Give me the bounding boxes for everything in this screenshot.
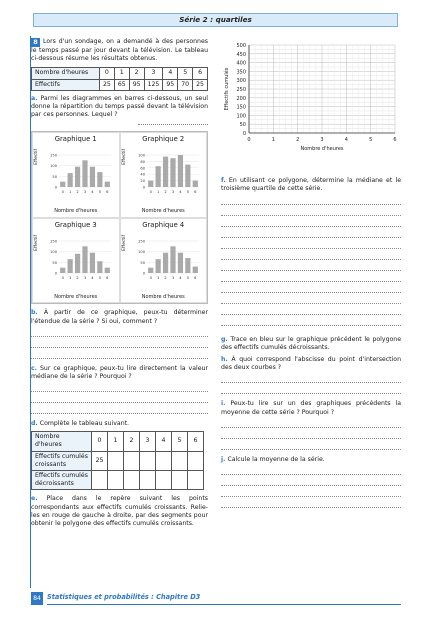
bar <box>177 253 182 273</box>
answer-cell[interactable] <box>156 451 172 470</box>
question-c <box>31 365 208 381</box>
y-tick-label: 150 <box>236 104 246 111</box>
bar <box>185 258 190 273</box>
bar <box>60 267 65 272</box>
answer-line[interactable] <box>221 372 401 383</box>
x-tick-label: 2 <box>296 137 300 143</box>
question-label: c. <box>31 364 38 372</box>
table-cell: 2 <box>129 68 144 79</box>
answer-cell[interactable] <box>172 451 188 470</box>
answer-line[interactable] <box>138 119 208 125</box>
question-d <box>31 420 208 428</box>
answer-line[interactable] <box>221 205 401 216</box>
graphs-grid <box>31 131 208 304</box>
question-a <box>31 95 208 120</box>
x-tick-label: 0 <box>61 275 64 280</box>
bar <box>82 246 87 273</box>
table-cell: 0 <box>99 68 114 79</box>
question-text: Complète le tableau suivant. <box>39 420 130 428</box>
question-label: a. <box>31 94 38 102</box>
row-header: Effectifs cumulés décroissants <box>32 471 92 490</box>
x-tick-label: 5 <box>186 190 189 195</box>
y-tick-label: 350 <box>236 69 246 76</box>
answer-line[interactable] <box>31 337 208 348</box>
table-cell: 4 <box>156 432 172 451</box>
answer-line[interactable] <box>221 293 401 304</box>
x-tick-label: 3 <box>171 275 174 280</box>
bar <box>60 182 65 187</box>
x-tick-label: 3 <box>320 137 324 143</box>
row-header: Nombre d'heures <box>32 68 100 79</box>
answer-cell[interactable] <box>188 471 204 490</box>
question-text: Parmi les diagrammes en barres ci-dessous, un seul donne la répartition du temps passé devant la télévision par ces personnes. Lequel ? <box>31 94 208 119</box>
y-tick-label: 0 <box>142 271 145 276</box>
graph-ylabel: Effectif <box>121 149 127 166</box>
bar-chart-1 <box>43 147 115 197</box>
question-e <box>31 495 208 528</box>
x-tick-label: 4 <box>344 137 348 143</box>
answer-line[interactable] <box>31 326 208 337</box>
table-row <box>32 68 208 79</box>
right-column <box>221 38 401 508</box>
bar <box>148 181 153 187</box>
page-number: 84 <box>31 592 43 605</box>
y-tick-label: 150 <box>50 239 57 244</box>
table-cell: 1 <box>114 68 129 79</box>
y-tick-label: 450 <box>236 51 246 58</box>
x-tick-label: 2 <box>163 190 167 195</box>
graph-cell <box>32 132 120 218</box>
table-row <box>32 79 208 90</box>
question-text: Sur ce graphique, peux-tu lire directement la valeur médiane de la série ? Pourquoi ? <box>31 364 208 380</box>
question-text: Calcule la moyenne de la série. <box>227 455 325 463</box>
x-tick-label: 4 <box>91 190 94 195</box>
answer-line[interactable] <box>221 497 401 508</box>
x-tick-label: 0 <box>61 190 64 195</box>
question-text: Trace en bleu sur le graphique précédent le polygone des effectifs cumulés décroissants. <box>221 335 402 351</box>
answer-cell[interactable] <box>124 471 140 490</box>
x-tick-label: 3 <box>171 190 174 195</box>
x-tick-label: 1 <box>271 137 275 143</box>
table-cell: 25 <box>193 79 208 90</box>
table-cell: 4 <box>163 68 178 79</box>
table-row <box>32 451 204 470</box>
x-tick-label: 2 <box>76 275 79 280</box>
cumulative-chart <box>221 38 401 166</box>
answer-line[interactable] <box>221 238 401 249</box>
x-tick-label: 2 <box>76 190 79 195</box>
graph-ylabel: Effectif <box>121 234 127 251</box>
y-tick-label: 150 <box>50 153 57 158</box>
table-cell: 95 <box>129 79 144 90</box>
table-cell: 3 <box>140 432 156 451</box>
bar-chart-4 <box>131 233 203 283</box>
answer-line[interactable] <box>221 304 401 315</box>
question-h <box>221 356 401 372</box>
x-tick-label: 1 <box>156 275 159 280</box>
answer-line[interactable] <box>221 249 401 260</box>
question-text: À partir de ce graphique, peux-tu déterminer l'étendue de la série ? Si oui, comment ? <box>31 309 208 325</box>
y-tick-label: 50 <box>239 122 246 129</box>
chapter-title: Statistiques et probabilités : Chapitre D3 <box>47 593 201 601</box>
answer-line[interactable] <box>221 216 401 227</box>
x-tick-label: 0 <box>149 190 152 195</box>
answer-line[interactable] <box>221 475 401 486</box>
x-tick-label: 1 <box>156 190 159 195</box>
bar <box>90 167 95 187</box>
y-tick-label: 50 <box>52 175 57 180</box>
x-tick-label: 5 <box>369 137 373 143</box>
graph-title: Graphique 4 <box>142 220 185 229</box>
y-tick-label: 0 <box>142 185 145 190</box>
x-tick-label: 5 <box>98 275 102 280</box>
table-cell: 6 <box>188 432 204 451</box>
answer-line[interactable] <box>31 403 208 414</box>
y-tick-label: 200 <box>236 95 246 102</box>
answer-line[interactable] <box>221 383 401 394</box>
x-tick-label: 4 <box>91 275 94 280</box>
graph-title: Graphique 1 <box>54 135 97 144</box>
answer-line[interactable] <box>221 428 401 439</box>
table-cell: 5 <box>178 68 193 79</box>
bar <box>162 253 167 273</box>
bar <box>68 173 73 187</box>
row-header: Effectifs <box>32 79 100 90</box>
hours-table <box>31 67 208 90</box>
y-tick-label: 100 <box>236 113 246 120</box>
answer-cell[interactable] <box>108 471 124 490</box>
table-row <box>32 432 204 451</box>
answer-cell[interactable] <box>92 471 108 490</box>
answer-line[interactable] <box>221 486 401 497</box>
question-text: Peux-tu lire sur un des graphiques précédents la moyenne de cette série ? Pourquoi ? <box>221 400 402 416</box>
answer-line[interactable] <box>221 194 401 205</box>
question-text: À quoi correspond l'abscisse du point d'intersection des deux courbes ? <box>221 355 401 372</box>
bar <box>155 259 160 273</box>
bar <box>185 165 190 187</box>
x-tick-label: 4 <box>178 190 182 195</box>
graph-ylabel: Effectif <box>34 149 39 166</box>
table-cell: 2 <box>124 432 140 451</box>
bar <box>97 261 102 273</box>
bar <box>192 266 197 272</box>
y-tick-label: 40 <box>139 173 145 178</box>
x-tick-label: 6 <box>106 275 109 280</box>
cumulative-table <box>31 431 204 490</box>
graph-xlabel: Nombre d'heures <box>141 208 185 215</box>
table-cell: 1 <box>108 432 124 451</box>
answer-cell[interactable] <box>188 451 204 470</box>
question-label: d. <box>31 420 38 428</box>
page-footer <box>31 592 401 605</box>
bar <box>105 267 110 272</box>
y-tick-label: 0 <box>54 271 57 276</box>
graph-xlabel: Nombre d'heures <box>141 293 185 300</box>
bar <box>90 253 95 273</box>
question-label: f. <box>221 177 226 185</box>
graph-xlabel: Nombre d'heures <box>54 208 98 215</box>
question-b <box>31 309 208 325</box>
y-tick-label: 100 <box>137 153 145 158</box>
y-tick-label: 400 <box>236 60 246 67</box>
answer-cell[interactable] <box>108 451 124 470</box>
answer-line[interactable] <box>31 381 208 392</box>
y-tick-label: 20 <box>139 179 145 184</box>
question-label: e. <box>31 495 38 503</box>
answer-cell[interactable] <box>156 471 172 490</box>
series-header: Série 2 : quartiles <box>33 13 398 27</box>
table-cell: 65 <box>114 79 129 90</box>
x-tick-label: 3 <box>83 190 87 195</box>
answer-cell[interactable] <box>140 451 156 470</box>
graph-cell <box>32 218 120 304</box>
table-cell: 70 <box>178 79 193 90</box>
table-cell: 95 <box>163 79 178 90</box>
bar <box>97 172 102 187</box>
x-tick-label: 6 <box>193 275 196 280</box>
y-tick-label: 50 <box>139 260 145 265</box>
table-cell: 0 <box>92 432 108 451</box>
question-i <box>221 400 401 416</box>
answer-cell[interactable] <box>124 451 140 470</box>
x-tick-label: 1 <box>68 190 72 195</box>
y-tick-label: 50 <box>52 260 57 265</box>
y-tick-label: 250 <box>236 87 246 93</box>
x-tick-label: 4 <box>178 275 182 280</box>
y-tick-label: 60 <box>139 166 145 171</box>
question-label: j. <box>221 455 226 463</box>
answer-line[interactable] <box>221 282 401 293</box>
bar <box>75 254 80 273</box>
graph-cell <box>120 218 208 304</box>
table-cell: 5 <box>172 432 188 451</box>
table-cell: 25 <box>92 451 108 470</box>
table-cell: 125 <box>144 79 163 90</box>
x-tick-label: 6 <box>393 137 397 143</box>
y-tick-label: 150 <box>137 239 145 244</box>
bar <box>155 167 160 188</box>
question-text: Place dans le repère suivant les points correspondants aux effectifs cumulés croissants. Relie-les en rouge de gauche à droite, par des segments pour obtenir le polygone des effectifs cumulés croissants. <box>31 495 209 527</box>
bar <box>68 259 73 273</box>
question-f <box>221 177 401 193</box>
bar <box>177 155 182 187</box>
answer-cell[interactable] <box>140 471 156 490</box>
x-tick-label: 6 <box>193 190 196 195</box>
question-label: i. <box>221 400 226 408</box>
question-label: b. <box>31 309 38 317</box>
answer-line[interactable] <box>31 392 208 403</box>
y-tick-label: 300 <box>236 78 246 85</box>
graph-ylabel: Effectif <box>34 234 39 251</box>
answer-line[interactable] <box>221 439 401 450</box>
graph-xlabel: Nombre d'heures <box>54 293 98 300</box>
bar <box>148 267 153 272</box>
x-tick-label: 2 <box>163 275 167 280</box>
y-tick-label: 100 <box>50 249 57 254</box>
y-tick-label: 500 <box>236 43 246 49</box>
exercise-intro <box>31 38 208 63</box>
answer-line[interactable] <box>221 464 401 475</box>
bar <box>82 161 87 188</box>
question-j <box>221 456 401 464</box>
question-label: g. <box>221 335 228 343</box>
graph-cell <box>120 132 208 218</box>
bar <box>105 182 110 187</box>
row-header: Effectifs cumulés croissants <box>32 451 92 470</box>
answer-line[interactable] <box>221 227 401 238</box>
y-tick-label: 100 <box>137 249 145 254</box>
x-tick-label: 6 <box>106 190 109 195</box>
table-cell: 6 <box>193 68 208 79</box>
question-text: En utilisant ce polygone, détermine la médiane et le troisième quartile de cette série. <box>221 177 402 193</box>
table-cell: 25 <box>99 79 114 90</box>
y-tick-label: 100 <box>50 164 57 169</box>
bar <box>170 159 175 188</box>
x-tick-label: 3 <box>83 275 87 280</box>
bar-chart-3 <box>43 233 115 283</box>
answer-line[interactable] <box>221 271 401 282</box>
graph-title: Graphique 2 <box>142 135 185 144</box>
bar <box>170 246 175 273</box>
answer-line[interactable] <box>221 417 401 428</box>
answer-line[interactable] <box>221 315 401 326</box>
x-tick-label: 5 <box>98 190 102 195</box>
x-tick-label: 0 <box>149 275 152 280</box>
left-column <box>31 38 208 528</box>
exercise-number: 8 <box>31 38 40 47</box>
x-tick-label: 0 <box>247 137 251 143</box>
table-row <box>32 471 204 490</box>
bar <box>192 181 197 187</box>
footer-rule <box>47 604 401 605</box>
x-axis-label: Nombre d'heures <box>300 146 344 152</box>
x-tick-label: 5 <box>186 275 189 280</box>
y-axis-label: Effectifs cumulés <box>224 67 230 111</box>
bar-chart-2 <box>131 147 203 197</box>
answer-line[interactable] <box>221 260 401 271</box>
y-tick-label: 80 <box>139 160 145 165</box>
table-cell: 3 <box>144 68 163 79</box>
bar <box>162 157 167 187</box>
graph-title: Graphique 3 <box>54 220 97 229</box>
bar <box>75 167 80 187</box>
y-tick-label: 0 <box>242 131 246 137</box>
answer-line[interactable] <box>31 348 208 359</box>
question-g <box>221 336 401 352</box>
y-tick-label: 0 <box>54 185 57 190</box>
question-label: h. <box>221 355 228 363</box>
row-header: Nombre d'heures <box>32 432 92 451</box>
x-tick-label: 1 <box>68 275 72 280</box>
answer-cell[interactable] <box>172 471 188 490</box>
intro-text: Lors d'un sondage, on a demandé à des personnes le temps passé par jour devant la télévision. Le tableau ci-dessous résume les résultats obtenus. <box>31 38 208 63</box>
